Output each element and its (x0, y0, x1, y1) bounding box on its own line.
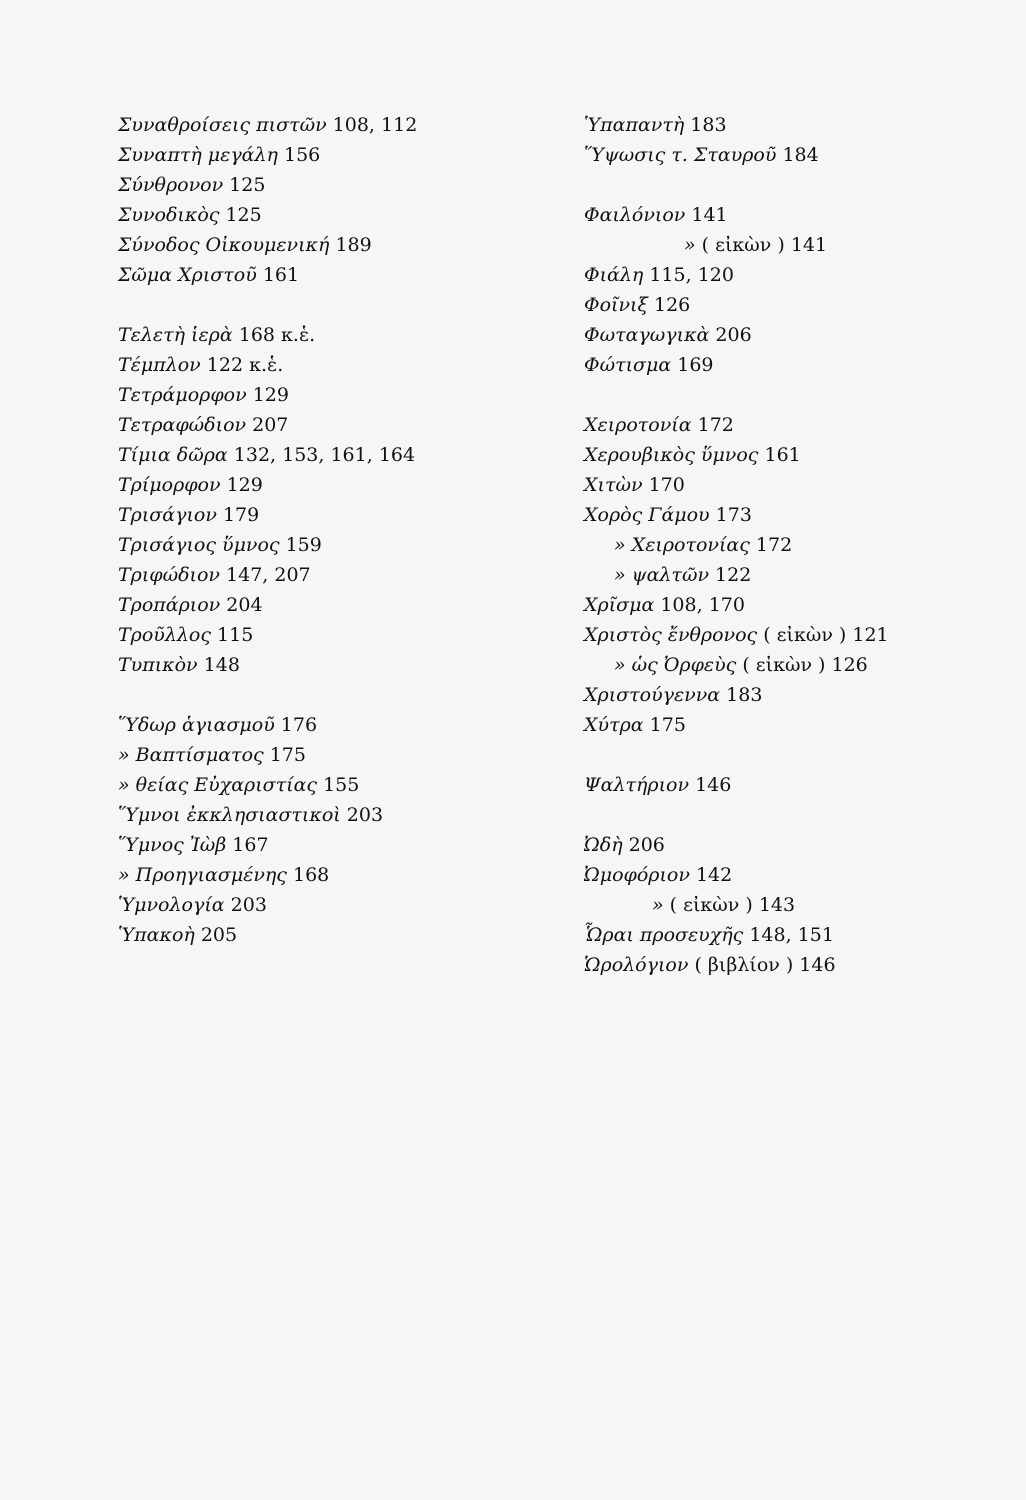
index-term: Ψαλτήριον (584, 774, 690, 796)
index-page-ref: ( εἰκὼν ) 121 (763, 624, 889, 646)
index-term: Τροῦλλος (118, 624, 211, 646)
index-entry (584, 350, 1004, 380)
index-term: Χριστὸς ἔνθρονος (584, 624, 758, 646)
index-entry (584, 590, 1004, 620)
index-term: Τριφώδιον (118, 564, 220, 586)
index-term: Τροπάριον (118, 594, 221, 616)
index-term: Τίμια δῶρα (118, 444, 228, 466)
index-entry (118, 770, 528, 800)
index-page-ref: 206 (628, 834, 665, 856)
index-page-ref: 161 (764, 444, 801, 466)
index-term: Ὧραι προσευχῆς (584, 924, 744, 946)
index-entry (584, 650, 1004, 680)
index-page-ref: ( εἰκὼν ) 143 (669, 894, 796, 916)
index-page-ref: 126 (653, 294, 691, 316)
index-entry (118, 800, 528, 830)
index-term: Συναθροίσεις πιστῶν (118, 114, 327, 136)
index-entry (118, 560, 528, 590)
index-term: Χύτρα (584, 714, 644, 736)
index-term: Ὑπαπαντὴ (584, 114, 685, 136)
index-page-ref: 125 (229, 174, 266, 196)
index-term: Χορὸς Γάμου (584, 504, 710, 526)
index-page-ref: 206 (715, 324, 752, 346)
index-entry (118, 260, 528, 290)
index-term: Τυπικὸν (118, 654, 198, 676)
index-term: » ψαλτῶν (614, 564, 709, 586)
index-page-ref: 204 (226, 594, 263, 616)
index-entry (584, 440, 1004, 470)
index-entry (584, 110, 1004, 140)
index-term: Ὕδωρ ἁγιασμοῦ (118, 714, 275, 736)
index-entry (584, 860, 1004, 890)
index-page-ref: 167 (232, 834, 269, 856)
index-term: Φιάλη (584, 264, 644, 286)
index-term: Ὠδὴ (584, 834, 623, 856)
index-page-ref: 115 (217, 624, 254, 646)
index-term: Ὕψωσις τ. Σταυροῦ (584, 144, 777, 166)
index-entry (118, 380, 528, 410)
index-entry (118, 710, 528, 740)
index-entry (584, 950, 1004, 980)
index-entry (584, 710, 1004, 740)
index-entry (118, 890, 528, 920)
index-entry (584, 140, 1004, 170)
index-term: Χερουβικὸς ὕμνος (584, 444, 759, 466)
index-section-gap (118, 680, 528, 710)
index-entry (118, 200, 528, 230)
index-entry (584, 320, 1004, 350)
index-page-ref: 175 (649, 714, 686, 736)
index-term: » (684, 234, 696, 256)
index-entry (118, 410, 528, 440)
index-section-gap (584, 170, 1004, 200)
index-entry (584, 770, 1004, 800)
index-entry (584, 470, 1004, 500)
index-page-ref: 168 κ.ἑ. (238, 324, 316, 346)
index-term: » ὡς Ὀρφεὺς (614, 654, 737, 676)
index-page-ref: 141 (691, 204, 728, 226)
index-page-ref: 176 (280, 714, 318, 736)
index-term: Χειροτονία (584, 414, 692, 436)
index-entry (118, 590, 528, 620)
index-entry (118, 470, 528, 500)
index-entry (118, 530, 528, 560)
index-entry (584, 830, 1004, 860)
index-term: Φώτισμα (584, 354, 672, 376)
index-term: Συναπτὴ μεγάλη (118, 144, 278, 166)
index-term: Φαιλόνιον (584, 204, 686, 226)
index-page-ref: 203 (230, 894, 267, 916)
index-term: Χριστούγεννα (584, 684, 721, 706)
index-page-ref: 179 (222, 504, 260, 526)
index-page-ref: 159 (285, 534, 322, 556)
index-page-ref: 184 (782, 144, 819, 166)
index-entry (118, 170, 528, 200)
index-term: Τρισάγιον (118, 504, 217, 526)
index-entry (118, 920, 528, 950)
index-term: Ὕμνοι ἐκκλησιαστικοὶ (118, 804, 341, 826)
index-entry (118, 350, 528, 380)
index-term: Τέμπλον (118, 354, 201, 376)
index-page-ref: ( βιβλίον ) 146 (694, 954, 836, 976)
index-term: Τετραφώδιον (118, 414, 247, 436)
index-entry (584, 230, 1004, 260)
index-page-ref: 148 (203, 654, 240, 676)
index-term: Ὠμοφόριον (584, 864, 690, 886)
index-page-ref: 155 (323, 774, 360, 796)
index-entry (118, 230, 528, 260)
index-term: Τετράμορφον (118, 384, 247, 406)
index-entry (584, 200, 1004, 230)
index-term: » Βαπτίσματος (118, 744, 264, 766)
index-page-ref: 189 (335, 234, 372, 256)
index-page-ref: 156 (284, 144, 321, 166)
index-page-ref: 108, 112 (332, 114, 418, 136)
index-entry (584, 290, 1004, 320)
index-entry (118, 140, 528, 170)
index-entry (118, 740, 528, 770)
index-entry (118, 110, 528, 140)
index-page-ref: 129 (226, 474, 263, 496)
index-entry (584, 890, 1004, 920)
index-term: Ὕμνος Ἰὼβ (118, 834, 227, 856)
index-term: » θείας Εὐχαριστίας (118, 774, 318, 796)
index-page-ref: 203 (346, 804, 384, 826)
index-page-ref: 122 (715, 564, 752, 586)
index-term: » Προηγιασμένης (118, 864, 287, 886)
index-page-ref: ( εἰκὼν ) 141 (701, 234, 828, 256)
index-page-ref: 125 (225, 204, 262, 226)
index-page-ref: 108, 170 (660, 594, 745, 616)
index-term: Σῶμα Χριστοῦ (118, 264, 257, 286)
index-page-ref: 207 (252, 414, 289, 436)
index-entry (584, 530, 1004, 560)
index-entry (118, 500, 528, 530)
index-entry (584, 560, 1004, 590)
index-section-gap (584, 740, 1004, 770)
index-term: » (652, 894, 664, 916)
index-page-ref: ( εἰκὼν ) 126 (742, 654, 868, 676)
index-page-ref: 169 (677, 354, 714, 376)
index-page-ref: 148, 151 (749, 924, 834, 946)
index-page-ref: 146 (695, 774, 732, 796)
index-term: Συνοδικὸς (118, 204, 220, 226)
index-page-ref: 173 (715, 504, 752, 526)
index-term: Ὡρολόγιον (584, 954, 689, 976)
index-term: Σύνοδος Οἰκουμενική (118, 234, 330, 256)
index-column-left (118, 110, 528, 950)
index-section-gap (584, 800, 1004, 830)
index-entry (118, 320, 528, 350)
index-entry (584, 410, 1004, 440)
index-section-gap (584, 380, 1004, 410)
index-entry (118, 650, 528, 680)
index-column-right (584, 110, 1004, 980)
index-page-ref: 168 (293, 864, 330, 886)
index-term: Χρῖσμα (584, 594, 655, 616)
index-term: Σύνθρονον (118, 174, 224, 196)
index-term: Ὑμνολογία (118, 894, 225, 916)
index-entry (118, 830, 528, 860)
index-term: » Χειροτονίας (614, 534, 750, 556)
index-page-ref: 122 κ.ἑ. (206, 354, 284, 376)
index-page-ref: 183 (690, 114, 727, 136)
index-entry (584, 680, 1004, 710)
index-page-ref: 147, 207 (226, 564, 311, 586)
index-page-ref: 115, 120 (649, 264, 734, 286)
index-section-gap (118, 290, 528, 320)
index-entry (118, 860, 528, 890)
index-term: Τελετὴ ἱερὰ (118, 324, 233, 346)
index-page-ref: 129 (252, 384, 289, 406)
index-entry (584, 500, 1004, 530)
index-page-ref: 142 (695, 864, 733, 886)
index-entry (584, 620, 1004, 650)
index-term: Τρίμορφον (118, 474, 221, 496)
index-page-ref: 132, 153, 161, 164 (233, 444, 416, 466)
index-page-ref: 172 (697, 414, 734, 436)
index-entry (584, 260, 1004, 290)
index-page-ref: 205 (200, 924, 238, 946)
index-entry (118, 440, 528, 470)
index-page-ref: 170 (648, 474, 685, 496)
index-page-ref: 172 (755, 534, 793, 556)
index-term: Ὑπακοὴ (118, 924, 195, 946)
index-page-ref: 161 (262, 264, 300, 286)
index-entry (118, 620, 528, 650)
index-term: Φωταγωγικὰ (584, 324, 710, 346)
index-entry (584, 920, 1004, 950)
index-term: Φοῖνιξ (584, 294, 648, 316)
index-term: Χιτὼν (584, 474, 643, 496)
index-page-ref: 175 (269, 744, 306, 766)
index-term: Τρισάγιος ὕμνος (118, 534, 280, 556)
index-page-ref: 183 (726, 684, 763, 706)
